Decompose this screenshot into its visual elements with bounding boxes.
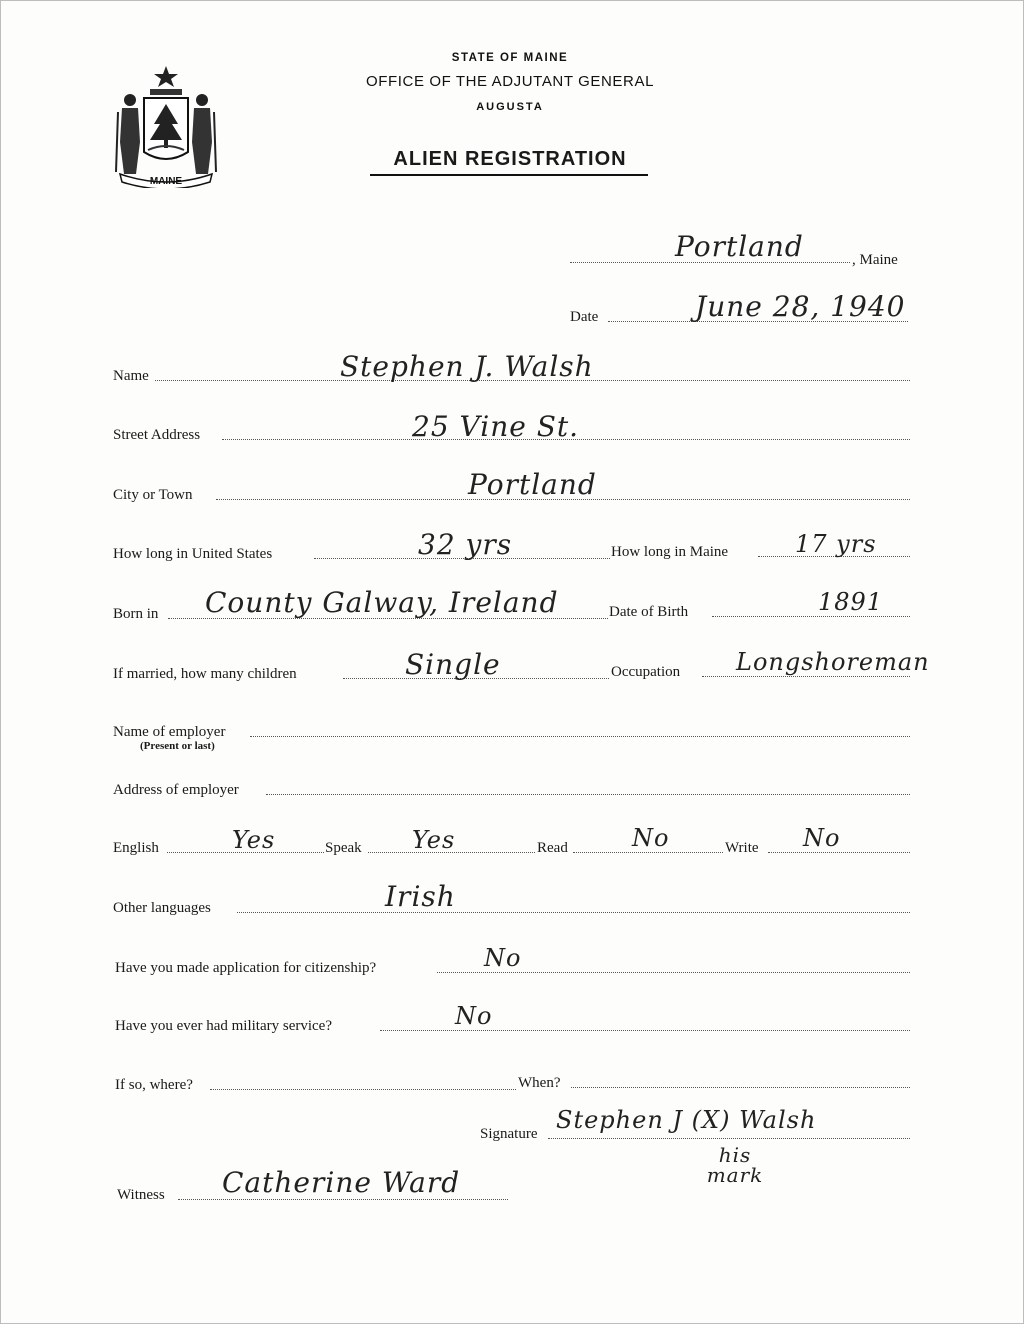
signature-line (548, 1138, 910, 1139)
signature-value: Stephen J (X) Walsh (556, 1106, 817, 1134)
employer-name-label: Name of employer (113, 724, 226, 740)
born-in-label: Born in (113, 606, 159, 622)
signature-label: Signature (480, 1126, 538, 1142)
citizenship-line (437, 972, 910, 973)
name-value: Stephen J. Walsh (340, 350, 594, 383)
where-label: If so, where? (115, 1077, 193, 1093)
speak-label: Speak (325, 840, 362, 856)
other-languages-value: Irish (385, 880, 456, 913)
date-label: Date (570, 309, 599, 325)
maine-suffix: , Maine (852, 252, 898, 268)
write-value: No (803, 824, 841, 852)
street-value: 25 Vine St. (412, 410, 580, 443)
other-languages-line (237, 912, 910, 913)
born-in-value: County Galway, Ireland (205, 586, 559, 619)
other-languages-label: Other languages (113, 900, 211, 916)
maine-state-seal (110, 62, 222, 188)
children-label: If married, how many children (113, 666, 297, 682)
read-label: Read (537, 840, 568, 856)
military-line (380, 1030, 910, 1031)
military-value: No (455, 1002, 493, 1030)
occupation-line (702, 676, 910, 677)
us-length-value: 32 yrs (418, 528, 513, 561)
us-length-label: How long in United States (113, 546, 273, 562)
signature-mark-note: his mark (706, 1143, 764, 1187)
street-label: Street Address (113, 427, 201, 443)
city-town-value: Portland (468, 468, 597, 501)
write-line (768, 852, 910, 853)
when-line (571, 1087, 910, 1088)
form-title: ALIEN REGISTRATION (393, 148, 627, 170)
witness-line (178, 1199, 508, 1200)
title-underline (370, 174, 648, 176)
city-town-label: City or Town (113, 487, 193, 503)
witness-value: Catherine Ward (222, 1166, 461, 1199)
date-value: June 28, 1940 (695, 290, 906, 323)
witness-label: Witness (117, 1187, 165, 1203)
office-heading: OFFICE OF THE ADJUTANT GENERAL (365, 73, 655, 90)
dob-label: Date of Birth (609, 604, 689, 620)
military-label: Have you ever had military service? (115, 1018, 332, 1034)
children-value: Single (405, 648, 501, 681)
seal-banner-text: MAINE (149, 176, 183, 187)
speak-value: Yes (412, 826, 456, 854)
when-label: When? (518, 1075, 561, 1091)
write-label: Write (725, 840, 759, 856)
where-line (210, 1089, 516, 1090)
dob-line (712, 616, 910, 617)
occupation-value: Longshoreman (736, 648, 930, 676)
dob-value: 1891 (818, 588, 884, 616)
maine-length-value: 17 yrs (795, 530, 877, 558)
citizenship-label: Have you made application for citizenship? (115, 960, 377, 976)
employer-address-label: Address of employer (113, 782, 239, 798)
town-value: Portland (675, 230, 804, 263)
read-value: No (632, 824, 670, 852)
occupation-label: Occupation (611, 664, 681, 680)
state-heading: STATE OF MAINE (451, 52, 569, 64)
citizenship-value: No (484, 944, 522, 972)
maine-length-label: How long in Maine (611, 544, 729, 560)
employer-address-line (266, 794, 910, 795)
english-label: English (113, 840, 159, 856)
city-heading: AUGUSTA (476, 101, 544, 113)
employer-name-line (250, 736, 910, 737)
employer-name-sublabel: (Present or last) (140, 740, 215, 752)
english-value: Yes (232, 826, 276, 854)
name-label: Name (113, 368, 149, 384)
read-line (573, 852, 723, 853)
